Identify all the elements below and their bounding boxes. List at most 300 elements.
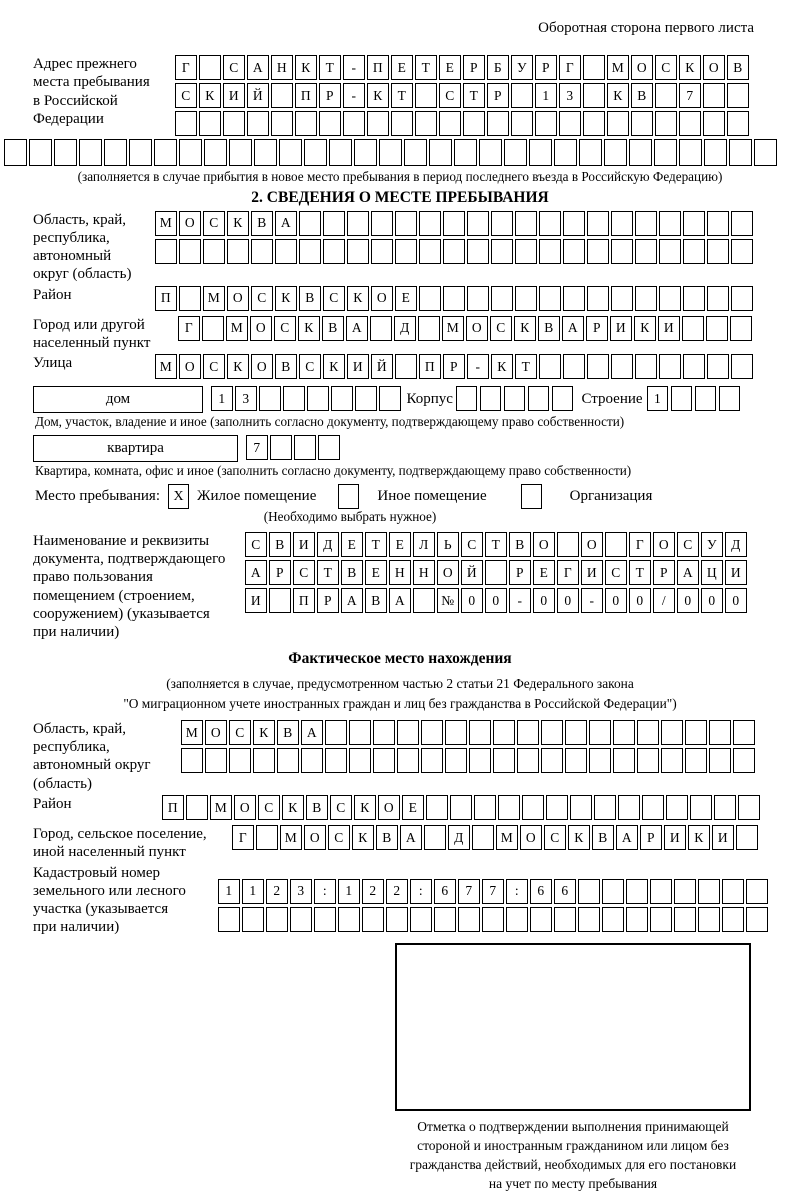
char-cell[interactable]: [511, 83, 533, 108]
char-cell[interactable]: [415, 111, 437, 136]
char-cell[interactable]: [703, 83, 725, 108]
char-cell[interactable]: [611, 211, 633, 236]
char-cell[interactable]: [731, 211, 753, 236]
char-cell[interactable]: [546, 795, 568, 820]
char-cell[interactable]: А: [677, 560, 699, 585]
char-cell[interactable]: [480, 386, 502, 411]
char-cell[interactable]: [443, 211, 465, 236]
char-cell[interactable]: И: [245, 588, 267, 613]
char-cell[interactable]: Й: [371, 354, 393, 379]
char-cell[interactable]: [685, 748, 707, 773]
char-cell[interactable]: Г: [629, 532, 651, 557]
char-cell[interactable]: [631, 111, 653, 136]
char-cell[interactable]: [271, 111, 293, 136]
char-cell[interactable]: В: [306, 795, 328, 820]
char-cell[interactable]: В: [592, 825, 614, 850]
char-cell[interactable]: [635, 211, 657, 236]
char-cell[interactable]: С: [203, 354, 225, 379]
char-cell[interactable]: 6: [554, 879, 576, 904]
char-cell[interactable]: [714, 795, 736, 820]
char-cell[interactable]: О: [371, 286, 393, 311]
char-cell[interactable]: [733, 720, 755, 745]
char-cell[interactable]: [301, 748, 323, 773]
char-cell[interactable]: [754, 139, 777, 166]
char-cell[interactable]: В: [538, 316, 560, 341]
char-cell[interactable]: Б: [487, 55, 509, 80]
char-cell[interactable]: [587, 211, 609, 236]
char-cell[interactable]: 2: [386, 879, 408, 904]
char-cell[interactable]: [307, 386, 329, 411]
char-cell[interactable]: [331, 386, 353, 411]
char-cell[interactable]: [504, 139, 527, 166]
char-cell[interactable]: О: [703, 55, 725, 80]
char-cell[interactable]: [690, 795, 712, 820]
char-cell[interactable]: [554, 907, 576, 932]
char-cell[interactable]: [415, 83, 437, 108]
char-cell[interactable]: К: [253, 720, 275, 745]
char-cell[interactable]: Т: [463, 83, 485, 108]
char-cell[interactable]: [325, 748, 347, 773]
char-cell[interactable]: [655, 83, 677, 108]
char-cell[interactable]: О: [466, 316, 488, 341]
char-cell[interactable]: [661, 720, 683, 745]
char-cell[interactable]: [682, 316, 704, 341]
char-cell[interactable]: [736, 825, 758, 850]
char-cell[interactable]: [661, 748, 683, 773]
char-cell[interactable]: 3: [290, 879, 312, 904]
char-cell[interactable]: М: [496, 825, 518, 850]
char-cell[interactable]: К: [295, 55, 317, 80]
char-cell[interactable]: [386, 907, 408, 932]
char-cell[interactable]: [395, 211, 417, 236]
char-cell[interactable]: [587, 354, 609, 379]
char-cell[interactable]: [637, 720, 659, 745]
char-cell[interactable]: [294, 435, 316, 460]
char-cell[interactable]: Й: [247, 83, 269, 108]
char-cell[interactable]: Р: [640, 825, 662, 850]
char-cell[interactable]: В: [631, 83, 653, 108]
char-cell[interactable]: Н: [413, 560, 435, 585]
char-cell[interactable]: [395, 354, 417, 379]
char-cell[interactable]: [29, 139, 52, 166]
char-cell[interactable]: К: [679, 55, 701, 80]
char-cell[interactable]: [419, 211, 441, 236]
char-cell[interactable]: [421, 720, 443, 745]
char-cell[interactable]: Р: [653, 560, 675, 585]
char-cell[interactable]: [253, 748, 275, 773]
char-cell[interactable]: Е: [391, 55, 413, 80]
char-cell[interactable]: [469, 720, 491, 745]
char-cell[interactable]: [54, 139, 77, 166]
char-cell[interactable]: [635, 354, 657, 379]
char-cell[interactable]: К: [199, 83, 221, 108]
char-cell[interactable]: [727, 83, 749, 108]
char-cell[interactable]: Д: [725, 532, 747, 557]
char-cell[interactable]: О: [520, 825, 542, 850]
char-cell[interactable]: [626, 907, 648, 932]
char-cell[interactable]: А: [247, 55, 269, 80]
char-cell[interactable]: Г: [175, 55, 197, 80]
char-cell[interactable]: [594, 795, 616, 820]
char-cell[interactable]: [683, 211, 705, 236]
char-cell[interactable]: [371, 211, 393, 236]
char-cell[interactable]: О: [533, 532, 555, 557]
char-cell[interactable]: [583, 55, 605, 80]
char-cell[interactable]: [426, 795, 448, 820]
char-cell[interactable]: [397, 720, 419, 745]
char-cell[interactable]: [587, 286, 609, 311]
char-cell[interactable]: [270, 435, 292, 460]
char-cell[interactable]: [504, 386, 526, 411]
char-cell[interactable]: И: [581, 560, 603, 585]
char-cell[interactable]: [563, 354, 585, 379]
char-cell[interactable]: Т: [317, 560, 339, 585]
char-cell[interactable]: [338, 907, 360, 932]
char-cell[interactable]: [642, 795, 664, 820]
char-cell[interactable]: [706, 316, 728, 341]
char-cell[interactable]: [4, 139, 27, 166]
char-cell[interactable]: С: [245, 532, 267, 557]
char-cell[interactable]: [583, 83, 605, 108]
char-cell[interactable]: [373, 748, 395, 773]
char-cell[interactable]: [271, 83, 293, 108]
char-cell[interactable]: [730, 316, 752, 341]
char-cell[interactable]: [517, 748, 539, 773]
char-cell[interactable]: К: [227, 211, 249, 236]
char-cell[interactable]: [450, 795, 472, 820]
char-cell[interactable]: И: [664, 825, 686, 850]
char-cell[interactable]: [299, 211, 321, 236]
char-cell[interactable]: В: [277, 720, 299, 745]
char-cell[interactable]: [469, 748, 491, 773]
char-cell[interactable]: [318, 435, 340, 460]
char-cell[interactable]: [154, 139, 177, 166]
char-cell[interactable]: [683, 354, 705, 379]
char-cell[interactable]: [554, 139, 577, 166]
char-cell[interactable]: [434, 907, 456, 932]
char-cell[interactable]: [731, 239, 753, 264]
char-cell[interactable]: П: [155, 286, 177, 311]
char-cell[interactable]: В: [376, 825, 398, 850]
char-cell[interactable]: П: [293, 588, 315, 613]
char-cell[interactable]: С: [274, 316, 296, 341]
char-cell[interactable]: А: [346, 316, 368, 341]
char-cell[interactable]: [618, 795, 640, 820]
char-cell[interactable]: [419, 286, 441, 311]
char-cell[interactable]: /: [653, 588, 675, 613]
char-cell[interactable]: [522, 795, 544, 820]
char-cell[interactable]: [655, 111, 677, 136]
char-cell[interactable]: [223, 111, 245, 136]
char-cell[interactable]: [703, 111, 725, 136]
char-cell[interactable]: Е: [341, 532, 363, 557]
char-cell[interactable]: [563, 286, 585, 311]
char-cell[interactable]: О: [250, 316, 272, 341]
char-cell[interactable]: Е: [389, 532, 411, 557]
char-cell[interactable]: [650, 879, 672, 904]
char-cell[interactable]: [607, 111, 629, 136]
char-cell[interactable]: [650, 907, 672, 932]
char-cell[interactable]: [539, 286, 561, 311]
char-cell[interactable]: [379, 139, 402, 166]
char-cell[interactable]: Т: [485, 532, 507, 557]
char-cell[interactable]: [251, 239, 273, 264]
char-cell[interactable]: [277, 748, 299, 773]
char-cell[interactable]: [637, 748, 659, 773]
char-cell[interactable]: 0: [485, 588, 507, 613]
char-cell[interactable]: В: [275, 354, 297, 379]
char-cell[interactable]: С: [677, 532, 699, 557]
char-cell[interactable]: [218, 907, 240, 932]
char-cell[interactable]: [635, 286, 657, 311]
char-cell[interactable]: Г: [557, 560, 579, 585]
char-cell[interactable]: К: [352, 825, 374, 850]
char-cell[interactable]: 0: [677, 588, 699, 613]
char-cell[interactable]: Т: [319, 55, 341, 80]
char-cell[interactable]: [397, 748, 419, 773]
char-cell[interactable]: [683, 239, 705, 264]
char-cell[interactable]: [485, 560, 507, 585]
char-cell[interactable]: [515, 286, 537, 311]
char-cell[interactable]: -: [581, 588, 603, 613]
char-cell[interactable]: Т: [515, 354, 537, 379]
char-cell[interactable]: [472, 825, 494, 850]
char-cell[interactable]: :: [410, 879, 432, 904]
char-cell[interactable]: Д: [394, 316, 416, 341]
char-cell[interactable]: Г: [232, 825, 254, 850]
char-cell[interactable]: [347, 211, 369, 236]
char-cell[interactable]: С: [258, 795, 280, 820]
char-cell[interactable]: К: [354, 795, 376, 820]
char-cell[interactable]: 0: [461, 588, 483, 613]
char-cell[interactable]: [506, 907, 528, 932]
char-cell[interactable]: [707, 354, 729, 379]
char-cell[interactable]: О: [378, 795, 400, 820]
char-cell[interactable]: Р: [317, 588, 339, 613]
char-cell[interactable]: М: [210, 795, 232, 820]
char-cell[interactable]: [325, 720, 347, 745]
char-cell[interactable]: [565, 748, 587, 773]
char-cell[interactable]: М: [155, 354, 177, 379]
char-cell[interactable]: 0: [533, 588, 555, 613]
char-cell[interactable]: [654, 139, 677, 166]
char-cell[interactable]: [443, 239, 465, 264]
char-cell[interactable]: [729, 139, 752, 166]
char-cell[interactable]: П: [162, 795, 184, 820]
char-cell[interactable]: [674, 879, 696, 904]
char-cell[interactable]: Р: [463, 55, 485, 80]
char-cell[interactable]: [559, 111, 581, 136]
char-cell[interactable]: [679, 111, 701, 136]
char-cell[interactable]: Т: [391, 83, 413, 108]
char-cell[interactable]: О: [304, 825, 326, 850]
char-cell[interactable]: [602, 907, 624, 932]
char-cell[interactable]: [539, 239, 561, 264]
char-cell[interactable]: [698, 879, 720, 904]
char-cell[interactable]: А: [275, 211, 297, 236]
char-cell[interactable]: [722, 879, 744, 904]
char-cell[interactable]: [205, 748, 227, 773]
char-cell[interactable]: К: [491, 354, 513, 379]
char-cell[interactable]: [349, 748, 371, 773]
char-cell[interactable]: [722, 907, 744, 932]
char-cell[interactable]: [279, 139, 302, 166]
char-cell[interactable]: [570, 795, 592, 820]
char-cell[interactable]: [635, 239, 657, 264]
char-cell[interactable]: С: [299, 354, 321, 379]
char-cell[interactable]: [517, 720, 539, 745]
char-cell[interactable]: [626, 879, 648, 904]
char-cell[interactable]: О: [205, 720, 227, 745]
char-cell[interactable]: И: [610, 316, 632, 341]
char-cell[interactable]: [493, 720, 515, 745]
char-cell[interactable]: [445, 748, 467, 773]
char-cell[interactable]: [367, 111, 389, 136]
char-cell[interactable]: Р: [535, 55, 557, 80]
char-cell[interactable]: [698, 907, 720, 932]
char-cell[interactable]: О: [631, 55, 653, 80]
char-cell[interactable]: Р: [586, 316, 608, 341]
char-cell[interactable]: [456, 386, 478, 411]
char-cell[interactable]: В: [341, 560, 363, 585]
char-cell[interactable]: [179, 286, 201, 311]
char-cell[interactable]: [467, 211, 489, 236]
char-cell[interactable]: [129, 139, 152, 166]
char-cell[interactable]: [175, 111, 197, 136]
char-cell[interactable]: Д: [317, 532, 339, 557]
char-cell[interactable]: [429, 139, 452, 166]
stay-type-checkbox-other[interactable]: [338, 484, 359, 509]
char-cell[interactable]: 6: [434, 879, 456, 904]
char-cell[interactable]: В: [269, 532, 291, 557]
char-cell[interactable]: [418, 316, 440, 341]
char-cell[interactable]: [629, 139, 652, 166]
char-cell[interactable]: [487, 111, 509, 136]
char-cell[interactable]: [323, 239, 345, 264]
char-cell[interactable]: [362, 907, 384, 932]
char-cell[interactable]: С: [229, 720, 251, 745]
char-cell[interactable]: [227, 239, 249, 264]
char-cell[interactable]: Ц: [701, 560, 723, 585]
char-cell[interactable]: [454, 139, 477, 166]
char-cell[interactable]: О: [437, 560, 459, 585]
char-cell[interactable]: [391, 111, 413, 136]
char-cell[interactable]: Р: [269, 560, 291, 585]
char-cell[interactable]: [529, 139, 552, 166]
char-cell[interactable]: [565, 720, 587, 745]
char-cell[interactable]: 1: [535, 83, 557, 108]
char-cell[interactable]: К: [227, 354, 249, 379]
char-cell[interactable]: 6: [530, 879, 552, 904]
char-cell[interactable]: [541, 748, 563, 773]
char-cell[interactable]: [467, 286, 489, 311]
char-cell[interactable]: [421, 748, 443, 773]
char-cell[interactable]: [186, 795, 208, 820]
char-cell[interactable]: [493, 748, 515, 773]
char-cell[interactable]: М: [607, 55, 629, 80]
char-cell[interactable]: [179, 239, 201, 264]
char-cell[interactable]: И: [725, 560, 747, 585]
char-cell[interactable]: [299, 239, 321, 264]
char-cell[interactable]: [578, 879, 600, 904]
char-cell[interactable]: [295, 111, 317, 136]
char-cell[interactable]: [259, 386, 281, 411]
char-cell[interactable]: [707, 286, 729, 311]
char-cell[interactable]: Т: [415, 55, 437, 80]
char-cell[interactable]: [535, 111, 557, 136]
char-cell[interactable]: [181, 748, 203, 773]
char-cell[interactable]: И: [293, 532, 315, 557]
char-cell[interactable]: [557, 532, 579, 557]
char-cell[interactable]: С: [490, 316, 512, 341]
char-cell[interactable]: [479, 139, 502, 166]
char-cell[interactable]: С: [605, 560, 627, 585]
char-cell[interactable]: В: [251, 211, 273, 236]
char-cell[interactable]: 2: [266, 879, 288, 904]
char-cell[interactable]: [738, 795, 760, 820]
char-cell[interactable]: Т: [365, 532, 387, 557]
char-cell[interactable]: [709, 748, 731, 773]
char-cell[interactable]: О: [227, 286, 249, 311]
char-cell[interactable]: К: [347, 286, 369, 311]
char-cell[interactable]: С: [223, 55, 245, 80]
char-cell[interactable]: О: [179, 211, 201, 236]
char-cell[interactable]: [247, 111, 269, 136]
char-cell[interactable]: [727, 111, 749, 136]
char-cell[interactable]: [611, 239, 633, 264]
char-cell[interactable]: О: [179, 354, 201, 379]
char-cell[interactable]: Р: [487, 83, 509, 108]
char-cell[interactable]: :: [506, 879, 528, 904]
char-cell[interactable]: [695, 386, 717, 411]
char-cell[interactable]: И: [658, 316, 680, 341]
char-cell[interactable]: [467, 239, 489, 264]
char-cell[interactable]: [683, 286, 705, 311]
char-cell[interactable]: С: [251, 286, 273, 311]
char-cell[interactable]: [204, 139, 227, 166]
char-cell[interactable]: 1: [242, 879, 264, 904]
char-cell[interactable]: К: [282, 795, 304, 820]
char-cell[interactable]: 0: [725, 588, 747, 613]
char-cell[interactable]: О: [653, 532, 675, 557]
char-cell[interactable]: [410, 907, 432, 932]
char-cell[interactable]: 7: [458, 879, 480, 904]
char-cell[interactable]: К: [298, 316, 320, 341]
char-cell[interactable]: [329, 139, 352, 166]
char-cell[interactable]: М: [203, 286, 225, 311]
char-cell[interactable]: [199, 111, 221, 136]
char-cell[interactable]: [511, 111, 533, 136]
char-cell[interactable]: С: [330, 795, 352, 820]
char-cell[interactable]: [707, 211, 729, 236]
char-cell[interactable]: [515, 239, 537, 264]
char-cell[interactable]: [491, 211, 513, 236]
char-cell[interactable]: [379, 386, 401, 411]
char-cell[interactable]: [731, 354, 753, 379]
char-cell[interactable]: [445, 720, 467, 745]
char-cell[interactable]: -: [343, 83, 365, 108]
char-cell[interactable]: [659, 211, 681, 236]
char-cell[interactable]: [719, 386, 741, 411]
char-cell[interactable]: [355, 386, 377, 411]
char-cell[interactable]: [611, 354, 633, 379]
char-cell[interactable]: [659, 354, 681, 379]
char-cell[interactable]: А: [562, 316, 584, 341]
char-cell[interactable]: К: [514, 316, 536, 341]
char-cell[interactable]: [515, 211, 537, 236]
char-cell[interactable]: Р: [319, 83, 341, 108]
char-cell[interactable]: [304, 139, 327, 166]
